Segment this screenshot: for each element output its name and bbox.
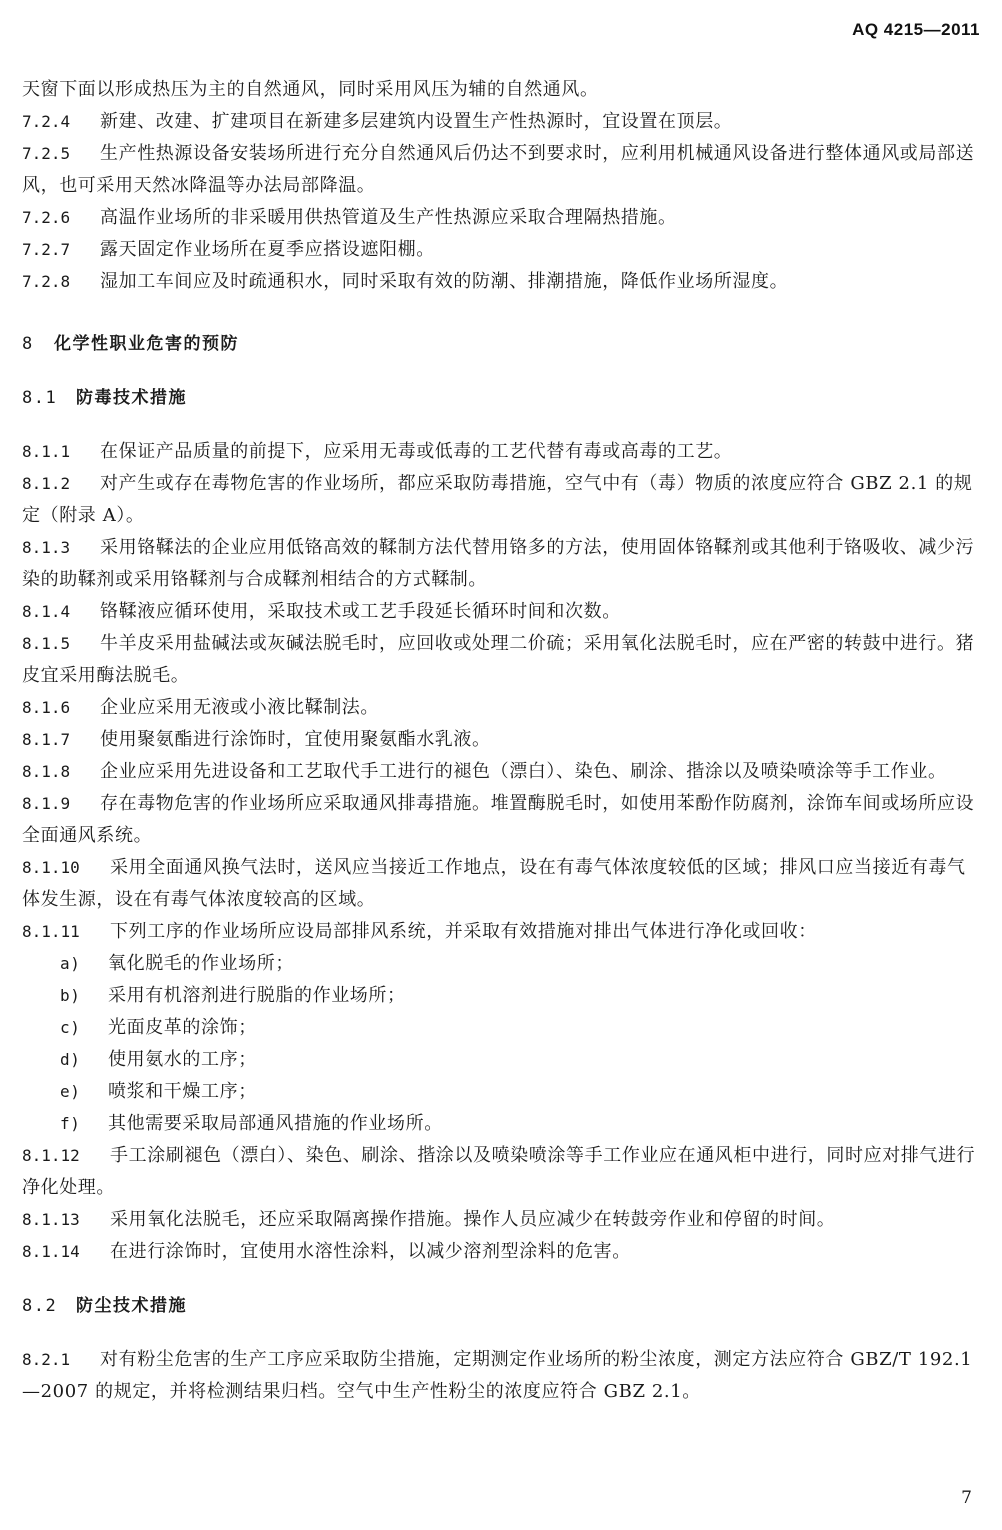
clause-text: 在进行涂饰时，宜使用水溶性涂料，以减少溶剂型涂料的危害。: [110, 1241, 631, 1262]
clause-text: 采用铬鞣法的企业应用低铬高效的鞣制方法代替用铬多的方法，使用固体铬鞣剂或其他利于铬吸收、减少污染的助鞣剂或采用铬鞣剂与合成鞣剂相结合的方式鞣制。: [22, 537, 975, 590]
clause-8-1-7: [22, 724, 982, 756]
list-item-e: [22, 1076, 982, 1108]
clause-text: 露天固定作业场所在夏季应搭设遮阳棚。: [100, 239, 435, 260]
list-marker: a): [60, 954, 81, 973]
list-item-f: [22, 1108, 982, 1140]
clause-text: 企业应采用无液或小液比鞣制法。: [100, 697, 379, 718]
clause-number: 7.2.8: [22, 272, 71, 291]
clause-text: 对产生或存在毒物危害的作业场所，都应采取防毒措施，空气中有（毒）物质的浓度应符合 GBZ 2.1 的规定（附录 A）。: [22, 473, 973, 526]
clause-8-1-10: [22, 852, 982, 916]
clause-number: 8.1.13: [22, 1210, 80, 1229]
clause-number: 8.1.2: [22, 474, 71, 493]
clause-text: 存在毒物危害的作业场所应采取通风排毒措施。堆置酶脱毛时，如使用苯酚作防腐剂，涂饰车间或场所应设全面通风系统。: [22, 793, 975, 846]
clause-number: 8.1.11: [22, 922, 80, 941]
clause-text: 下列工序的作业场所应设局部排风系统，并采取有效措施对排出气体进行净化或回收：: [110, 921, 817, 942]
clause-number: 8.1.14: [22, 1242, 80, 1261]
list-marker: d): [60, 1050, 81, 1069]
list-text: 使用氨水的工序；: [108, 1049, 257, 1070]
clause-number: 8.1.9: [22, 794, 71, 813]
clause-8-1-2: [22, 468, 982, 532]
clause-text: 湿加工车间应及时疏通积水，同时采取有效的防潮、排潮措施，降低作业场所湿度。: [100, 271, 789, 292]
clause-7-2-6: [22, 202, 982, 234]
standard-code: AQ 4215—2011: [852, 20, 980, 39]
clause-number: 8.1.1: [22, 442, 71, 461]
clause-text: 铬鞣液应循环使用，采取技术或工艺手段延长循环时间和次数。: [100, 601, 621, 622]
list-marker: e): [60, 1082, 81, 1101]
clause-text: 对有粉尘危害的生产工序应采取防尘措施，定期测定作业场所的粉尘浓度，测定方法应符合 GBZ/T 192.1—2007 的规定，并将检测结果归档。空气中生产性粉尘的浓度应符合 GBZ 2.1。: [22, 1349, 973, 1402]
clause-7-2-8: [22, 266, 982, 298]
clause-text: 采用氧化法脱毛，还应采取隔离操作措施。操作人员应减少在转鼓旁作业和停留的时间。: [110, 1209, 836, 1230]
chapter-8-heading: [22, 328, 982, 360]
clause-8-1-1: [22, 436, 982, 468]
list-text: 氧化脱毛的作业场所；: [108, 953, 294, 974]
list-marker: c): [60, 1018, 81, 1037]
clause-text: 手工涂刷褪色（漂白）、染色、刷涂、揩涂以及喷染喷涂等手工作业应在通风柜中进行，同时应对排气进行净化处理。: [22, 1145, 976, 1198]
section-number: 8.2: [22, 1296, 58, 1316]
chapter-number: 8: [22, 334, 34, 354]
clause-number: 8.1.8: [22, 762, 71, 781]
list-text: 喷浆和干燥工序；: [108, 1081, 257, 1102]
list-item-a: [22, 948, 982, 980]
list-text: 采用有机溶剂进行脱脂的作业场所；: [108, 985, 406, 1006]
clause-8-1-11: [22, 916, 982, 948]
clause-7-2-4: [22, 106, 982, 138]
clause-number: 8.1.12: [22, 1146, 80, 1165]
clause-8-1-14: [22, 1236, 982, 1268]
section-title: 防尘技术措施: [76, 1296, 187, 1316]
clause-text: 采用全面通风换气法时，送风应当接近工作地点，设在有毒气体浓度较低的区域；排风口应当接近有毒气体发生源，设在有毒气体浓度较高的区域。: [22, 857, 966, 910]
clause-text: 牛羊皮采用盐碱法或灰碱法脱毛时，应回收或处理二价硫；采用氧化法脱毛时，应在严密的转鼓中进行。猪皮宜采用酶法脱毛。: [22, 633, 975, 686]
clause-number: 8.2.1: [22, 1350, 71, 1369]
chapter-title: 化学性职业危害的预防: [54, 334, 239, 354]
list-item-c: [22, 1012, 982, 1044]
clause-8-1-12: [22, 1140, 982, 1204]
section-number: 8.1: [22, 388, 58, 408]
clause-number: 8.1.3: [22, 538, 71, 557]
clause-number: 8.1.5: [22, 634, 71, 653]
clause-8-2-1: [22, 1344, 982, 1408]
clause-text: 高温作业场所的非采暖用供热管道及生产性热源应采取合理隔热措施。: [100, 207, 677, 228]
section-8-2-heading: [22, 1290, 982, 1322]
clause-8-1-9: [22, 788, 982, 852]
clause-text: 生产性热源设备安装场所进行充分自然通风后仍达不到要求时，应利用机械通风设备进行整体通风或局部送风，也可采用天然冰降温等办法局部降温。: [22, 143, 975, 196]
clause-number: 7.2.6: [22, 208, 71, 227]
document-body: [22, 74, 982, 1408]
clause-8-1-13: [22, 1204, 982, 1236]
clause-8-1-4: [22, 596, 982, 628]
clause-8-1-8: [22, 756, 982, 788]
clause-7-2-7: [22, 234, 982, 266]
page-number: 7: [961, 1488, 972, 1508]
clause-number: 8.1.7: [22, 730, 71, 749]
clause-7-2-5: [22, 138, 982, 202]
list-marker: f): [60, 1114, 81, 1133]
list-text: 其他需要采取局部通风措施的作业场所。: [108, 1113, 443, 1134]
section-title: 防毒技术措施: [76, 388, 187, 408]
continuation-paragraph: 天窗下面以形成热压为主的自然通风，同时采用风压为辅的自然通风。: [22, 79, 599, 100]
clause-8-1-3: [22, 532, 982, 596]
clause-number: 7.2.7: [22, 240, 71, 259]
list-item-d: [22, 1044, 982, 1076]
clause-8-1-5: [22, 628, 982, 692]
clause-8-1-6: [22, 692, 982, 724]
clause-text: 新建、改建、扩建项目在新建多层建筑内设置生产性热源时，宜设置在顶层。: [100, 111, 733, 132]
clause-number: 8.1.6: [22, 698, 71, 717]
list-text: 光面皮革的涂饰；: [108, 1017, 257, 1038]
clause-number: 8.1.4: [22, 602, 71, 621]
list-item-b: [22, 980, 982, 1012]
clause-text: 使用聚氨酯进行涂饰时，宜使用聚氨酯水乳液。: [100, 729, 491, 750]
clause-text: 企业应采用先进设备和工艺取代手工进行的褪色（漂白）、染色、刷涂、揩涂以及喷染喷涂等手工作业。: [100, 761, 947, 782]
clause-number: 8.1.10: [22, 858, 80, 877]
section-8-1-heading: [22, 382, 982, 414]
clause-number: 7.2.5: [22, 144, 71, 163]
clause-text: 在保证产品质量的前提下，应采用无毒或低毒的工艺代替有毒或高毒的工艺。: [100, 441, 733, 462]
list-marker: b): [60, 986, 81, 1005]
clause-number: 7.2.4: [22, 112, 71, 131]
